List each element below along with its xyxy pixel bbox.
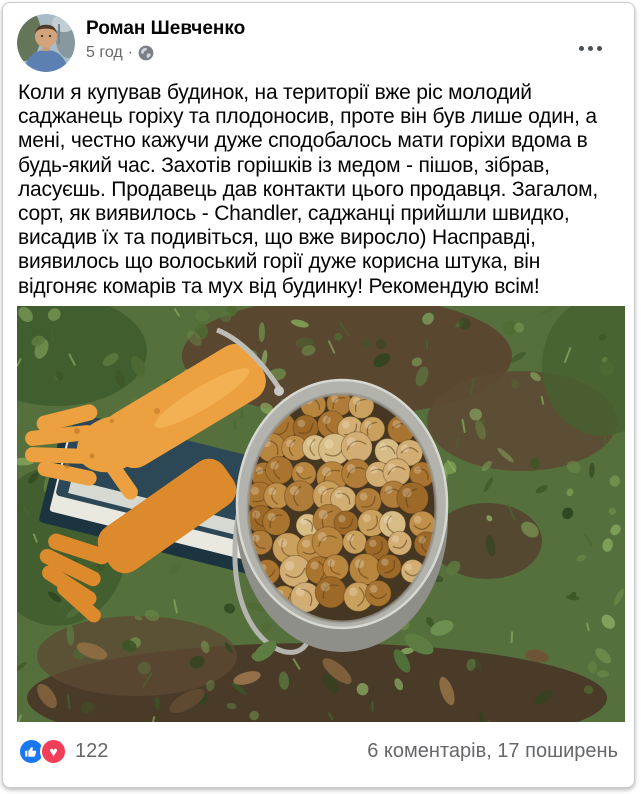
reaction-summary[interactable] — [18, 738, 108, 765]
post-timestamp[interactable]: 5 год — [86, 44, 123, 61]
header-meta — [86, 14, 245, 62]
avatar-photo — [17, 14, 75, 72]
author-avatar[interactable] — [17, 14, 75, 72]
post-footer — [3, 722, 634, 782]
author-name[interactable]: Роман Шевченко — [86, 18, 246, 39]
love-icon[interactable] — [40, 738, 67, 765]
post-header — [3, 3, 634, 78]
post-menu-button[interactable] — [575, 42, 606, 55]
reaction-count[interactable]: 122 — [75, 740, 109, 763]
ellipsis-icon — [597, 46, 602, 51]
heart-glyph: ♥ — [49, 743, 58, 760]
post-meta-row — [86, 44, 245, 62]
post-card — [2, 2, 635, 788]
post-photo[interactable] — [17, 306, 625, 722]
ellipsis-icon — [588, 46, 593, 51]
walnut-bucket-photo — [17, 306, 625, 722]
thumb-up-glyph — [24, 744, 39, 759]
globe-icon — [138, 45, 154, 61]
meta-separator: · — [127, 44, 134, 61]
comments-shares-count[interactable]: 6 коментарів, 17 поширень — [367, 740, 618, 763]
post-body-text: Коли я купував будинок, на території вже ріс молодий саджанець горіху та плодоносив, проте він був лише один, а мені, честно кажучи дуже сподобалось мати горіхи вдома в будь-який час. Захотів горішків із медом - пішов, зібрав, ласуєшь. Продавець дав контакти цього продавця. Загалом, сорт, як виявилось - Chandler, саджанці прийшли швидко, висадив їх та подивіться, що вже виросло) Насправді, виявилось що волоський горії дуже корисна штука, він відгоняє комарів та мух від будинку! Рекомендую всім! — [18, 81, 598, 298]
ellipsis-icon — [579, 46, 584, 51]
